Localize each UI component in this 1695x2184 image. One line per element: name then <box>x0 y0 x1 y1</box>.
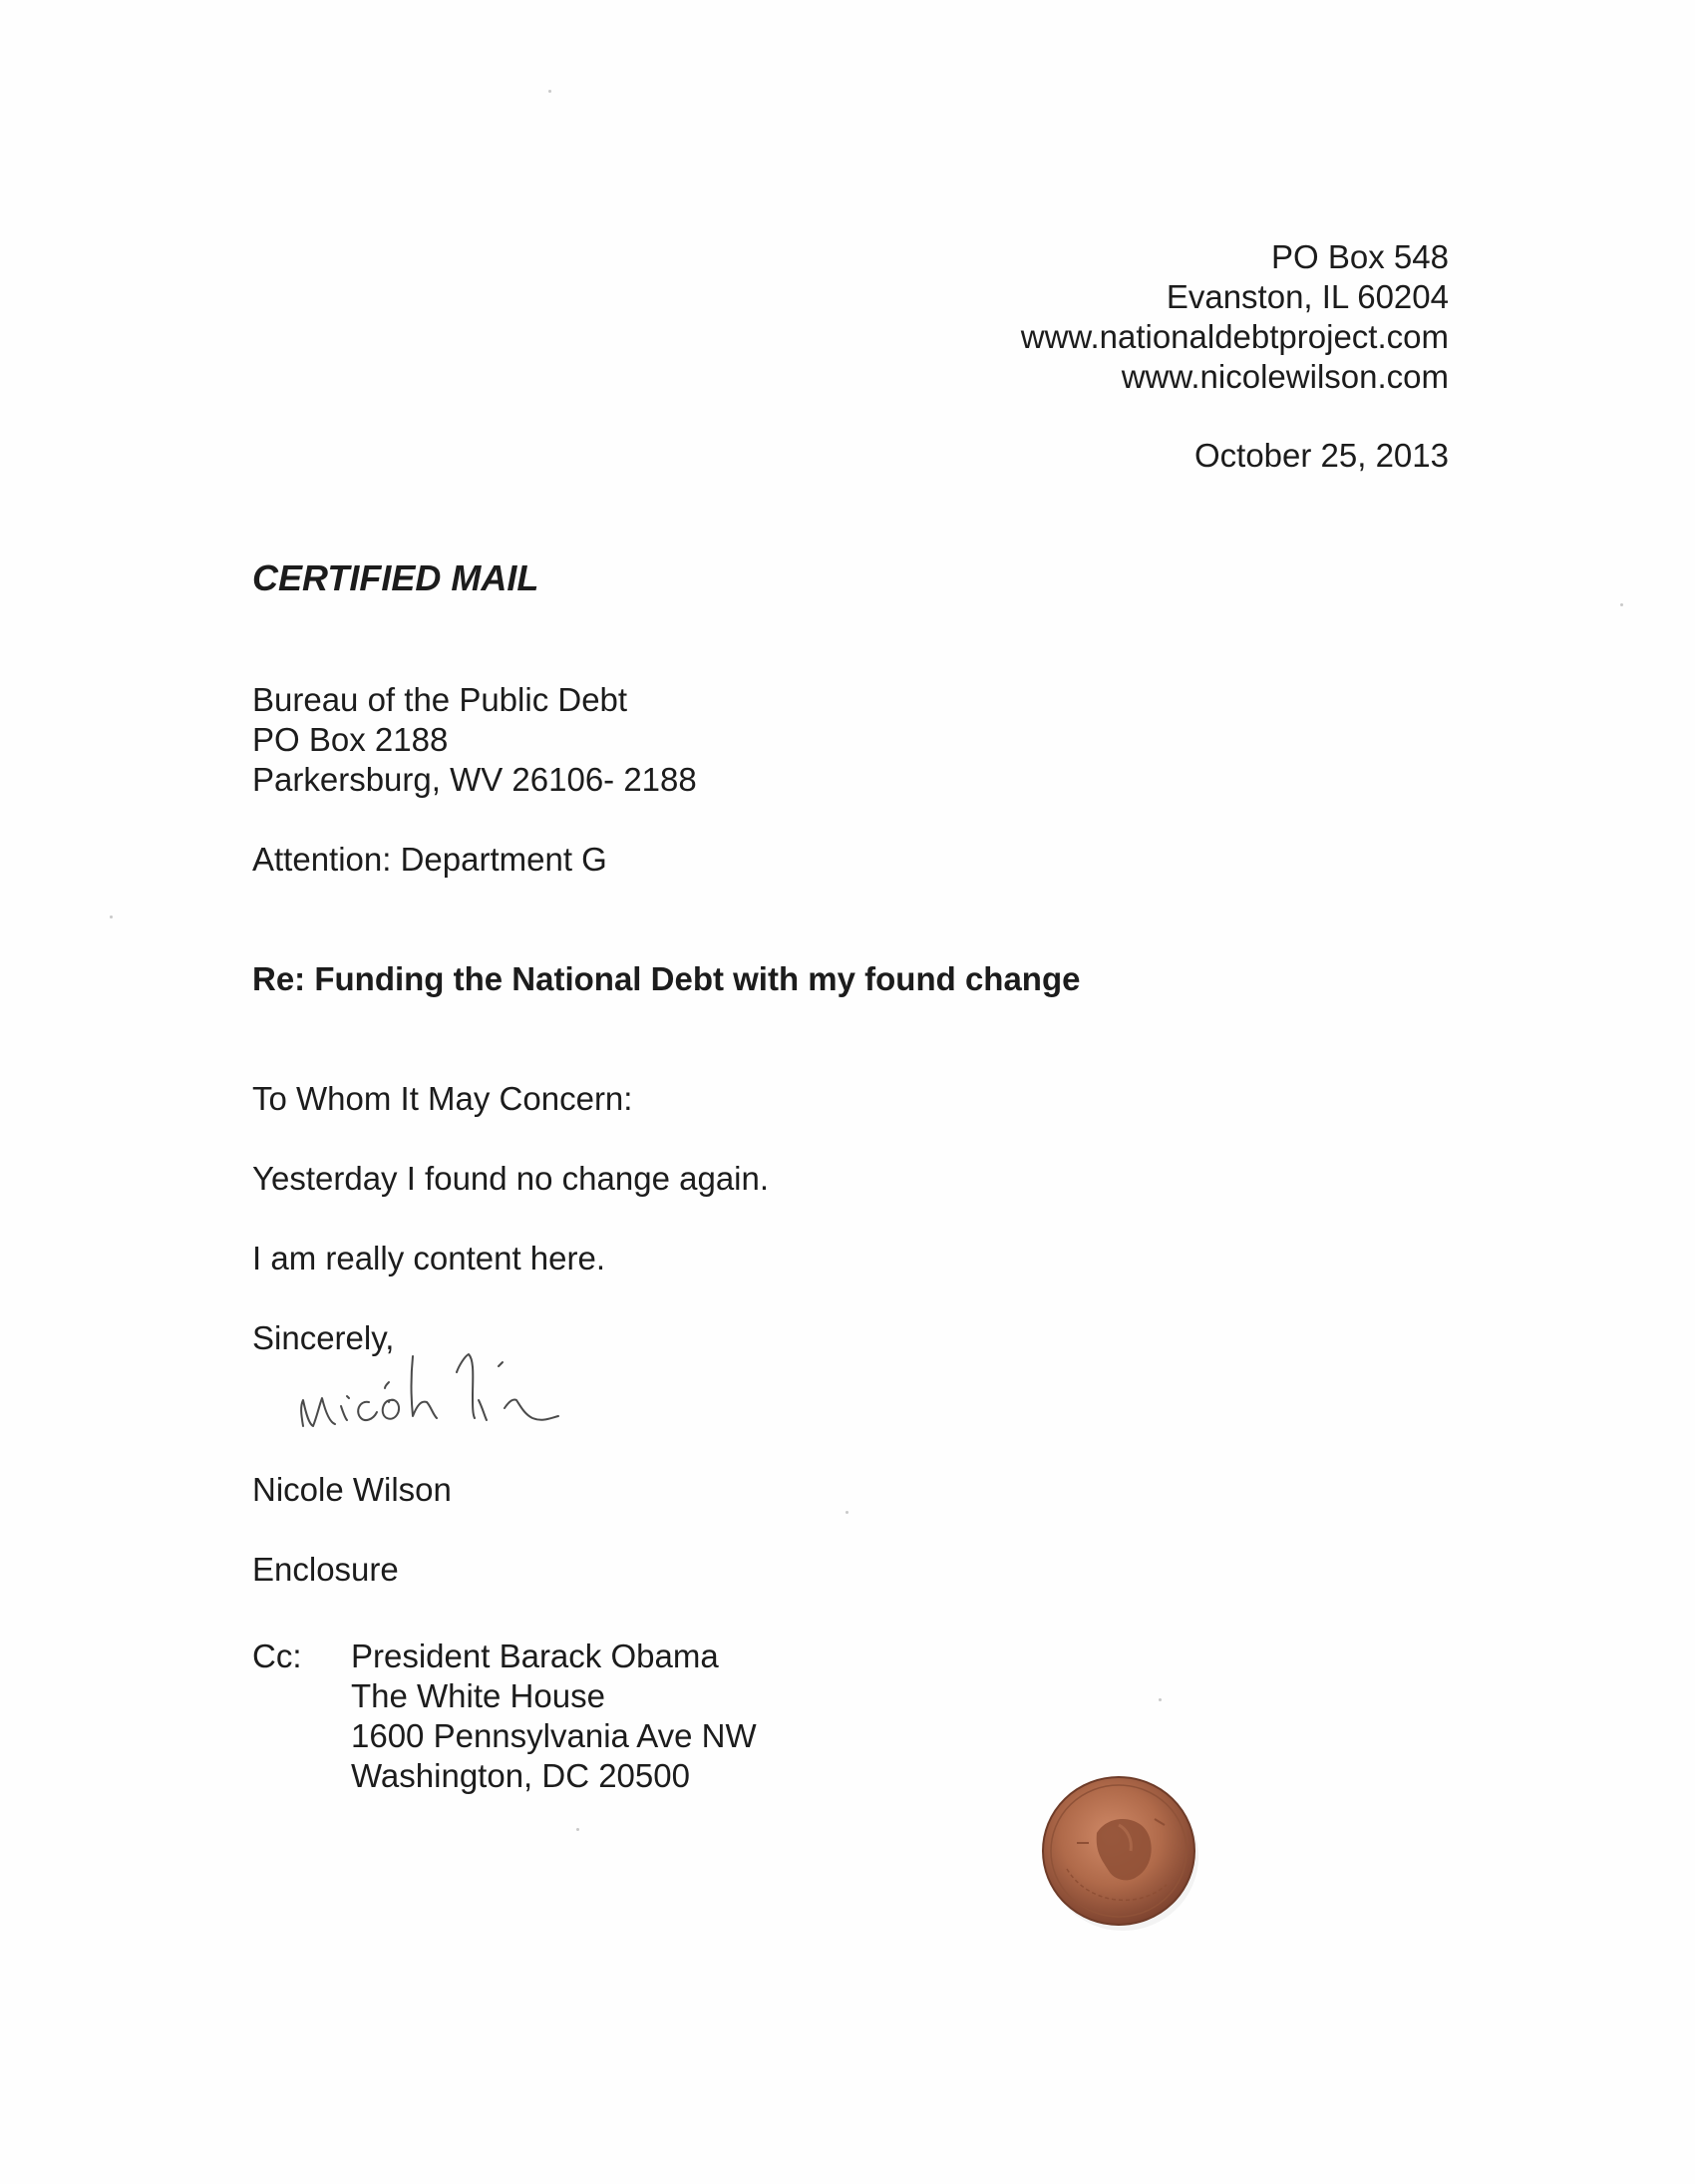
recipient-city-line: Parkersburg, WV 26106- 2188 <box>252 761 697 798</box>
paper-speck <box>1159 1698 1162 1701</box>
closing: Sincerely, <box>252 1319 395 1356</box>
paper-speck <box>110 915 113 918</box>
cc-recipient <box>351 1637 757 1796</box>
sender-website-1: www.nationaldebtproject.com <box>1020 318 1449 355</box>
salutation: To Whom It May Concern: <box>252 1080 633 1117</box>
paper-speck <box>548 90 551 93</box>
signature-icon <box>289 1326 628 1446</box>
recipient-name: Bureau of the Public Debt <box>252 681 628 718</box>
cc-line-1: President Barack Obama <box>351 1638 719 1674</box>
attention-line: Attention: Department G <box>252 841 607 878</box>
paper-speck <box>1620 603 1623 606</box>
letter-date: October 25, 2013 <box>1193 437 1449 474</box>
paper-speck <box>576 1828 579 1831</box>
sender-address <box>1021 237 1449 397</box>
recipient-po-box: PO Box 2188 <box>252 721 449 758</box>
signer-name: Nicole Wilson <box>252 1471 452 1508</box>
recipient-address <box>252 680 697 800</box>
certified-mail-heading: CERTIFIED MAIL <box>252 557 539 598</box>
enclosure-note: Enclosure <box>252 1551 399 1588</box>
cc-line-4: Washington, DC 20500 <box>351 1757 690 1794</box>
cc-line-2: The White House <box>351 1677 605 1714</box>
penny-icon <box>1037 1773 1206 1933</box>
cc-line-3: 1600 Pennsylvania Ave NW <box>351 1717 757 1754</box>
sender-po-box: PO Box 548 <box>1271 238 1449 275</box>
body-paragraph-1: Yesterday I found no change again. <box>252 1160 770 1197</box>
sender-website-2: www.nicolewilson.com <box>1121 358 1449 395</box>
body-paragraph-2: I am really content here. <box>252 1240 606 1276</box>
paper-speck <box>846 1511 848 1514</box>
subject-line: Re: Funding the National Debt with my found change <box>252 960 1081 997</box>
cc-label: Cc: <box>252 1638 302 1674</box>
sender-city-line: Evanston, IL 60204 <box>1166 278 1449 315</box>
